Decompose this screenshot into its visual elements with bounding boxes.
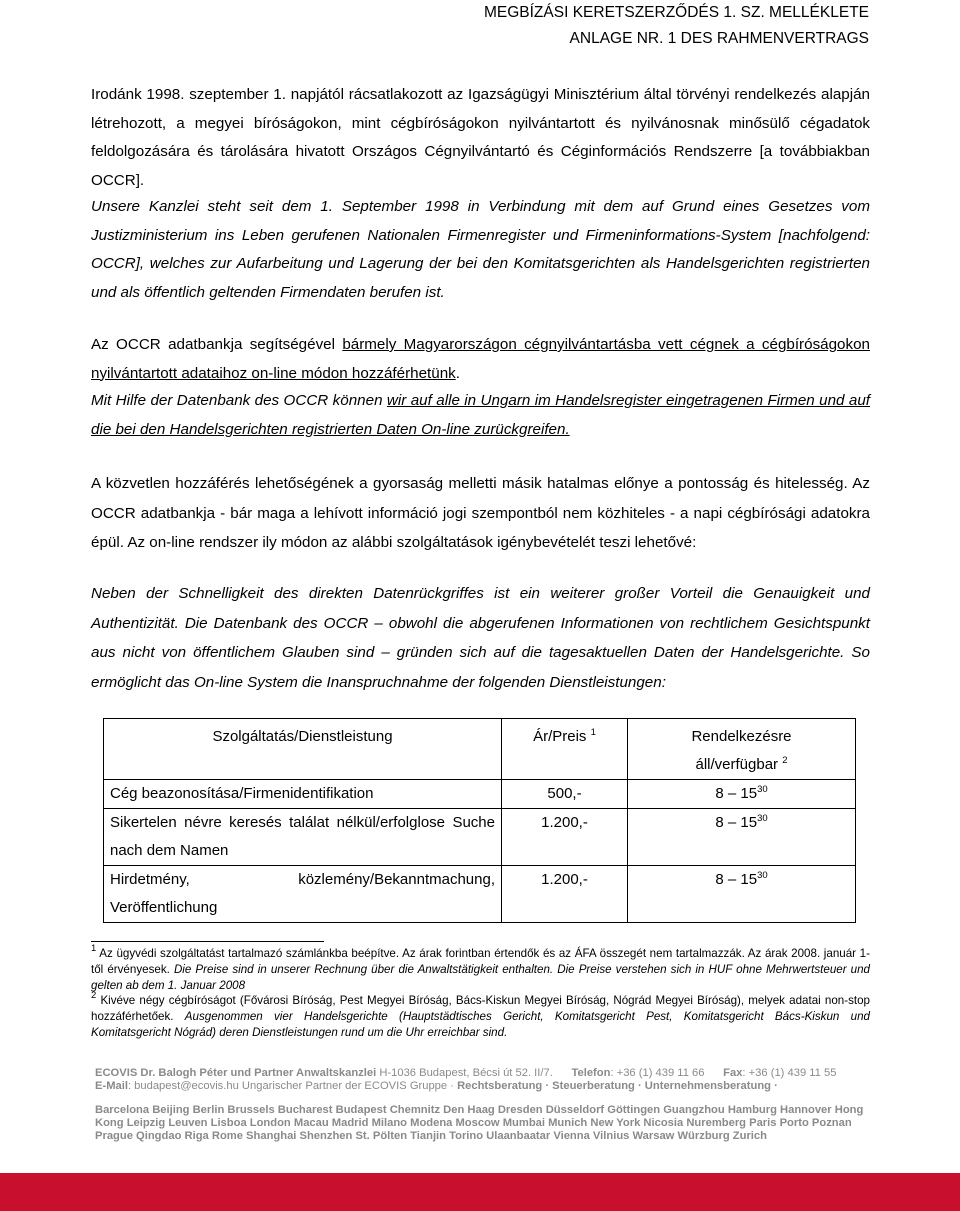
footer-fax-label: Fax: [723, 1067, 743, 1079]
paragraph-2-hu-underlined: bármely Magyarországon cégnyilvántartásba vett cégnek a cégbíróságokon nyilvántartott adataihoz on-line módon hozzáférhetünk: [91, 336, 870, 382]
header-service-label: Szolgáltatás/Dienstleistung: [212, 728, 393, 745]
cell-service: Cég beazonosítása/Firmenidentifikation: [104, 780, 502, 809]
footer-contact-line: [95, 1067, 875, 1081]
header-avail-line2: áll/verfügbar: [695, 756, 779, 773]
cell-avail-minutes: 30: [757, 784, 768, 795]
table-row: [104, 866, 856, 923]
price-table: [103, 718, 856, 923]
footnote-2-hu: Kivéve négy cégbíróságot (Fővárosi Bíróság, Pest Megyei Bíróság, Bács-Kiskun Megyei Bíróság, Nógrád Megyei Bíróság), melyek adatai non-stop hozzáférhetőek.: [91, 994, 870, 1023]
footer-services: Rechtsberatung · Steuerberatung · Unternehmensberatung ·: [457, 1080, 778, 1092]
footer-fax: : +36 (1) 439 11 55: [742, 1067, 837, 1079]
footnote-2-de: Ausgenommen vier Handelsgerichte (Hauptstädtisches Gericht, Komitatsgericht Pest, Komitatsgericht Bács-Kiskun und Komitatsgericht Nógrád) deren Dienstleistungen rund um die Uhr erreichbar sind.: [91, 1010, 870, 1039]
footer-email[interactable]: : budapest@ecovis.hu: [127, 1080, 239, 1092]
paragraph-2-hu-pre: Az OCCR adatbankja segítségével: [91, 336, 343, 353]
footer-cities: Barcelona Beijing Berlin Brussels Bucharest Budapest Chemnitz Den Haag Dresden Düsseldorf Göttingen Guangzhou Hamburg Hannover Hong Kong Leipzig Leuven Lisboa London Macau Madrid Milano Modena Moscow Mumbai Munich New York Nicosia Nuremberg Paris Porto Poznan Prague Qingdao Riga Rome Shanghai Shenzhen St. Pölten Tianjin Torino Ulaanbaatar Vienna Vilnius Warsaw Würzburg Zurich: [95, 1104, 864, 1143]
footer-address: H-1036 Budapest, Bécsi út 52. II/7.: [376, 1067, 553, 1079]
footnote-divider: [91, 941, 324, 942]
footer-email-label: E-Mail: [95, 1080, 128, 1092]
footer-tel-label: Telefon: [571, 1067, 611, 1079]
header-title-hu: MEGBÍZÁSI KERETSZERZŐDÉS 1. SZ. MELLÉKLETE: [483, 4, 869, 21]
paragraph-2-hu-post: .: [455, 364, 460, 382]
cell-service: Sikertelen névre keresés találat nélkül/erfolglose Suche nach dem Namen: [104, 809, 502, 866]
cell-price: 500,-: [502, 780, 628, 809]
footnote-1-hu: Az ügyvédi szolgáltatást tartalmazó számlánkba beépítve. Az árak forintban értendők és az ÁFA összegét nem tartalmazzák. Az árak 2008. január 1-től érvényesek.: [91, 947, 870, 976]
footnote-2-number: 2: [91, 990, 97, 1001]
header-availability: [628, 719, 856, 780]
cell-availability: [628, 866, 856, 923]
header-price-label: Ár/Preis: [533, 728, 587, 745]
cell-avail-minutes: 30: [757, 813, 768, 824]
footer-partner: Ungarischer Partner der ECOVIS Gruppe ·: [238, 1080, 458, 1092]
paragraph-2-de-underlined: wir auf alle in Ungarn im Handelsregister eingetragenen Firmen und auf die bei den Handelsgerichten registrierten Daten On-line zurückgreifen.: [91, 392, 870, 438]
footer-tel: : +36 (1) 439 11 66: [610, 1067, 705, 1079]
footnote-ref-1: 1: [590, 727, 596, 738]
table-row: [104, 780, 856, 809]
cell-avail-minutes: 30: [757, 870, 768, 881]
footnote-1: [91, 943, 871, 994]
cell-service: Hirdetmény, közlemény/Bekanntmachung, Veröffentlichung: [104, 866, 502, 923]
cell-price: 1.200,-: [502, 809, 628, 866]
header-price: [502, 719, 628, 780]
cell-availability: [628, 809, 856, 866]
header-title-de: ANLAGE NR. 1 DES RAHMENVERTRAGS: [569, 30, 869, 47]
footer-firm-name: ECOVIS Dr. Balogh Péter und Partner Anwaltskanzlei: [95, 1067, 377, 1079]
paragraph-2-hu: [91, 331, 870, 388]
cell-avail-time: 8 – 15: [715, 785, 758, 802]
footer-brand-bar: [0, 1173, 960, 1211]
paragraph-2-de-pre: Mit Hilfe der Datenbank des OCCR können: [91, 392, 387, 409]
paragraph-1-hu: Irodánk 1998. szeptember 1. napjától rácsatlakozott az Igazságügyi Minisztérium által törvényi rendelkezés alapján létrehozott, a megyei bíróságokon, mint cégbíróságokon nyilvántartott és nyilvánosnak minősülő cégadatok feldolgozására és tárolására hivatott Országos Cégnyilvántartó és Céginformációs Rendszerre [a továbbiakban OCCR].: [91, 86, 870, 189]
paragraph-3-de: Neben der Schnelligkeit des direkten Datenrückgriffes ist ein weiterer großer Vorteil die Genauigkeit und Authentizität. Die Datenbank des OCCR – obwohl die abgerufenen Informationen von rechtlichem Gesichtspunkt aus nicht von öffentlichem Glauben sind – gründen sich auf die tagesaktuellen Daten der Handelsgerichte. So ermöglicht das On-line System die Inanspruchnahme der folgenden Dienstleistungen:: [91, 585, 870, 691]
paragraph-2-de: [91, 387, 870, 444]
cell-avail-time: 8 – 15: [715, 814, 758, 831]
footnote-1-number: 1: [91, 943, 97, 954]
header-avail-line1: Rendelkezésre: [691, 728, 792, 745]
footnote-2: [91, 990, 870, 1041]
footnote-1-de: Die Preise sind in unserer Rechnung über die Anwaltstätigkeit enthalten. Die Preise verstehen sich in HUF ohne Mehrwertsteuer und gelten ab dem 1. Januar 2008: [91, 963, 871, 992]
table-row: [104, 809, 856, 866]
footer-email-line: [95, 1080, 875, 1094]
header-service: [104, 719, 502, 780]
footnote-ref-2: 2: [782, 755, 788, 766]
paragraph-3-hu: A közvetlen hozzáférés lehetőségének a gyorsaság melletti másik hatalmas előnye a pontosság és hitelesség. Az OCCR adatbankja - bár maga a lehívott információ jogi szempontból nem közhiteles - a napi cégbírósági adatokra épül. Az on-line rendszer ily módon az alábbi szolgáltatások igénybevételét teszi lehetővé:: [91, 475, 870, 551]
paragraph-1-de: Unsere Kanzlei steht seit dem 1. September 1998 in Verbindung mit dem auf Grund eines Gesetzes vom Justizministerium ins Leben gerufenen Nationalen Firmenregister und Firmeninformations-System [nachfolgend: OCCR], welches zur Aufarbeitung und Lagerung der bei den Komitatsgerichten als Handelsgerichten registrierten und als öffentlich geltenden Firmendaten berufen ist.: [91, 198, 870, 301]
cell-avail-time: 8 – 15: [715, 871, 758, 888]
cell-availability: [628, 780, 856, 809]
table-header-row: [104, 719, 856, 780]
cell-price: 1.200,-: [502, 866, 628, 923]
